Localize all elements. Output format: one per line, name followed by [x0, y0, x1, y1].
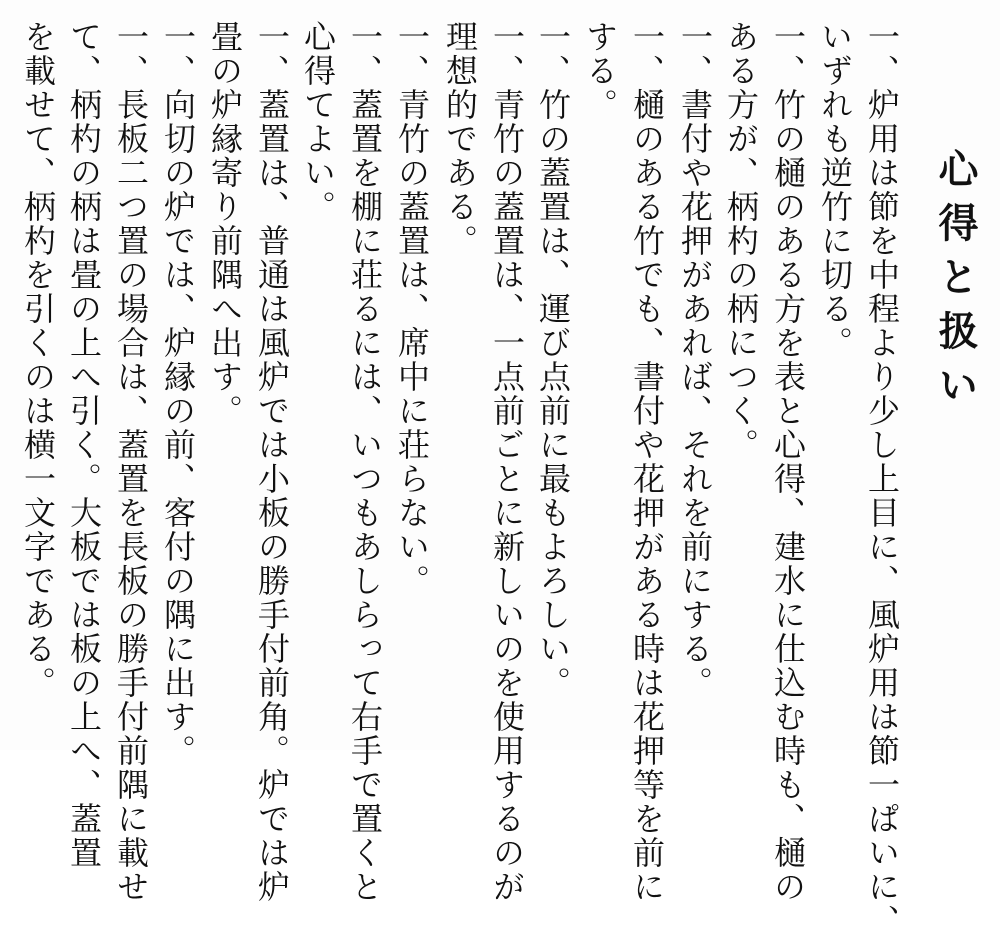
- text-column: 一、青竹の蓋置は、一点前ごとに新しいのを使用するのが: [488, 20, 526, 904]
- text-column: ある方が、柄杓の柄につく。: [722, 20, 760, 462]
- text-column: 一、蓋置は、普通は風炉では小板の勝手付前角。炉では炉: [253, 20, 291, 904]
- text-column: 理想的である。: [441, 20, 479, 258]
- text-column: 一、青竹の蓋置は、席中に荘らない。: [393, 20, 431, 598]
- text-column: 一、竹の樋のある方を表と心得、建水に仕込む時も、樋の: [769, 20, 807, 904]
- text-column: を載せて、柄杓を引くのは横一文字である。: [19, 20, 57, 700]
- text-column: 一、長板二つ置の場合は、蓋置を長板の勝手付前隅に載せ: [112, 20, 150, 904]
- text-column: 一、向切の炉では、炉縁の前、客付の隅に出す。: [159, 20, 197, 768]
- text-column: 一、書付や花押があれば、それを前にする。: [676, 20, 714, 700]
- text-column: する。: [581, 20, 619, 122]
- page-title: 心得と扱い: [932, 148, 979, 418]
- text-column: 一、蓋置を棚に荘るには、いつもあしらって右手で置くと: [346, 20, 384, 904]
- text-column: 一、竹の蓋置は、運び点前に最もよろしい。: [534, 20, 572, 700]
- text-column: 一、炉用は節を中程より少し上目に、風炉用は節一ぱいに、: [863, 20, 901, 938]
- text-column: て、柄杓の柄は畳の上へ引く。大板では板の上へ、蓋置: [65, 20, 103, 870]
- text-column: 一、樋のある竹でも、書付や花押がある時は花押等を前に: [628, 20, 666, 904]
- text-column: 畳の炉縁寄り前隅へ出す。: [206, 20, 244, 428]
- text-column: いずれも逆竹に切る。: [816, 20, 854, 360]
- text-column: 心得てよい。: [299, 20, 337, 224]
